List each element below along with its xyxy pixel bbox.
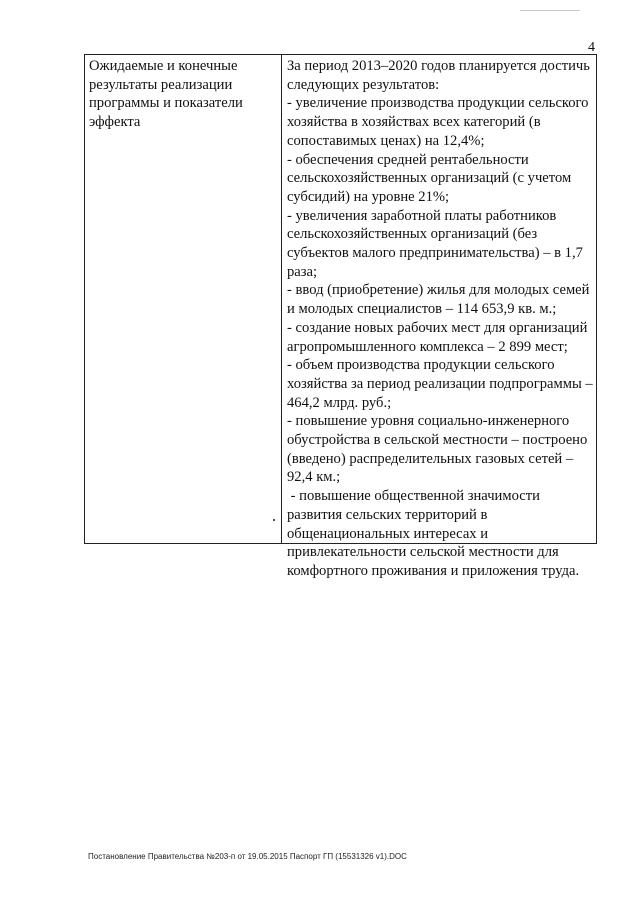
result-item-line: - создание новых рабочих мест для организаций <box>287 319 588 336</box>
page-number: 4 <box>588 40 595 55</box>
result-item-line: раза; <box>287 263 318 280</box>
result-item-line: субсидий) на уровне 21%; <box>287 188 450 205</box>
document-footer: Постановление Правительства №203-п от 19.05.2015 Паспорт ГП (15531326 v1).DOC <box>88 852 407 861</box>
intro-line: За период 2013–2020 годов планируется достичь <box>287 58 590 74</box>
result-item-line: хозяйства в хозяйствах всех категорий (в <box>287 114 541 131</box>
result-item-line: (введено) распределительных газовых сетей – <box>287 450 574 467</box>
result-item-line: общенациональных интересах и <box>287 525 489 542</box>
row-content-cell <box>282 55 596 579</box>
result-item-line: - объем производства продукции сельского <box>287 357 555 374</box>
intro-line: следующих результатов: <box>287 76 440 93</box>
row-label-line: результаты реализации <box>89 76 233 93</box>
result-item-line: - повышение общественной значимости <box>287 488 540 505</box>
scan-dot <box>273 519 275 521</box>
row-label-line: программы и показатели <box>89 95 243 112</box>
row-label-cell <box>85 55 282 543</box>
result-item-line: - ввод (приобретение) жилья для молодых семей <box>287 282 590 299</box>
result-item-line: и молодых специалистов – 114 653,9 кв. м.; <box>287 301 557 318</box>
result-item-line: 464,2 млрд. руб.; <box>287 394 392 411</box>
result-item-line: - увеличения заработной платы работников <box>287 207 557 224</box>
result-item-line: субъектов малого предпринимательства) – в 1,7 <box>287 245 583 262</box>
result-item-line: агропромышленного комплекса – 2 899 мест; <box>287 338 568 355</box>
scan-artifact <box>520 10 580 11</box>
passport-table <box>84 54 597 579</box>
result-item-line: развития сельских территорий в <box>287 506 488 523</box>
result-item-line: хозяйства за период реализации подпрограммы – <box>287 375 593 392</box>
result-item-line: привлекательности сельской местности для <box>287 544 559 561</box>
result-item-line: 92,4 км.; <box>287 469 341 486</box>
row-label-line: Ожидаемые и конечные <box>89 58 238 74</box>
result-item-line: сельскохозяйственных организаций (без <box>287 226 538 243</box>
result-item-line: - повышение уровня социально-инженерного <box>287 413 570 430</box>
row-label-line: эффекта <box>89 113 141 130</box>
result-item-line: сельскохозяйственных организаций (с учетом <box>287 170 572 187</box>
result-item-line: комфортного проживания и приложения труда. <box>287 562 580 579</box>
result-item-line: - увеличение производства продукции сельского <box>287 95 589 112</box>
result-item-line: сопоставимых ценах) на 12,4%; <box>287 132 485 149</box>
result-item-line: обустройства в сельской местности – построено <box>287 432 588 449</box>
result-item-line: - обеспечения средней рентабельности <box>287 151 529 168</box>
